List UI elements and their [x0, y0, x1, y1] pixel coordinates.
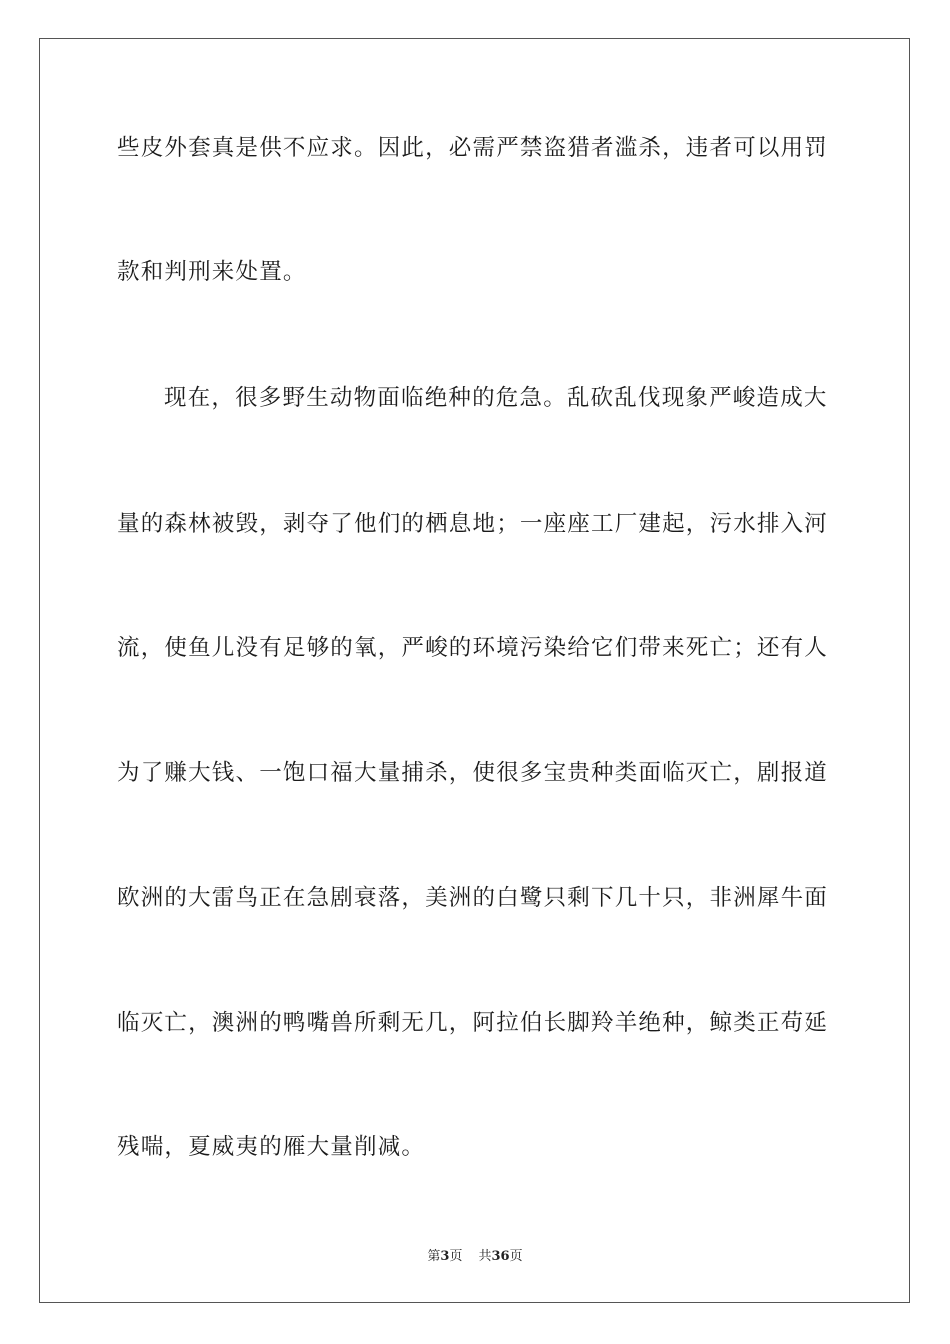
paragraph-line: 量的森林被毁，剥夺了他们的栖息地；一座座工厂建起，污水排入河 — [117, 511, 829, 537]
total-prefix: 共 — [478, 1249, 492, 1264]
paragraph-line: 欧洲的大雷鸟正在急剧衰落，美洲的白鹭只剩下几十只，非洲犀牛面 — [117, 885, 829, 911]
paragraph-line: 临灭亡，澳洲的鸭嘴兽所剩无几，阿拉伯长脚羚羊绝种，鲸类正苟延 — [117, 1010, 829, 1036]
page-prefix: 第 — [427, 1249, 441, 1264]
page-number: 3 — [440, 1249, 450, 1264]
page-border — [39, 38, 910, 1303]
paragraph-line: 流，使鱼儿没有足够的氧，严峻的环境污染给它们带来死亡；还有人 — [117, 635, 829, 661]
paragraph-line: 些皮外套真是供不应求。因此，必需严禁盗猎者滥杀，违者可以用罚 — [117, 135, 829, 161]
page-footer — [0, 1248, 950, 1266]
paragraph-line: 为了赚大钱、一饱口福大量捕杀，使很多宝贵种类面临灭亡，剧报道 — [117, 760, 829, 786]
page-suffix: 页 — [449, 1249, 463, 1264]
paragraph-line: 残喘，夏威夷的雁大量削减。 — [117, 1134, 426, 1160]
paragraph-line: 现在，很多野生动物面临绝种的危急。乱砍乱伐现象严峻造成大 — [164, 385, 828, 411]
total-pages: 36 — [491, 1249, 510, 1264]
total-suffix: 页 — [509, 1249, 523, 1264]
paragraph-line: 款和判刑来处置。 — [117, 259, 307, 285]
